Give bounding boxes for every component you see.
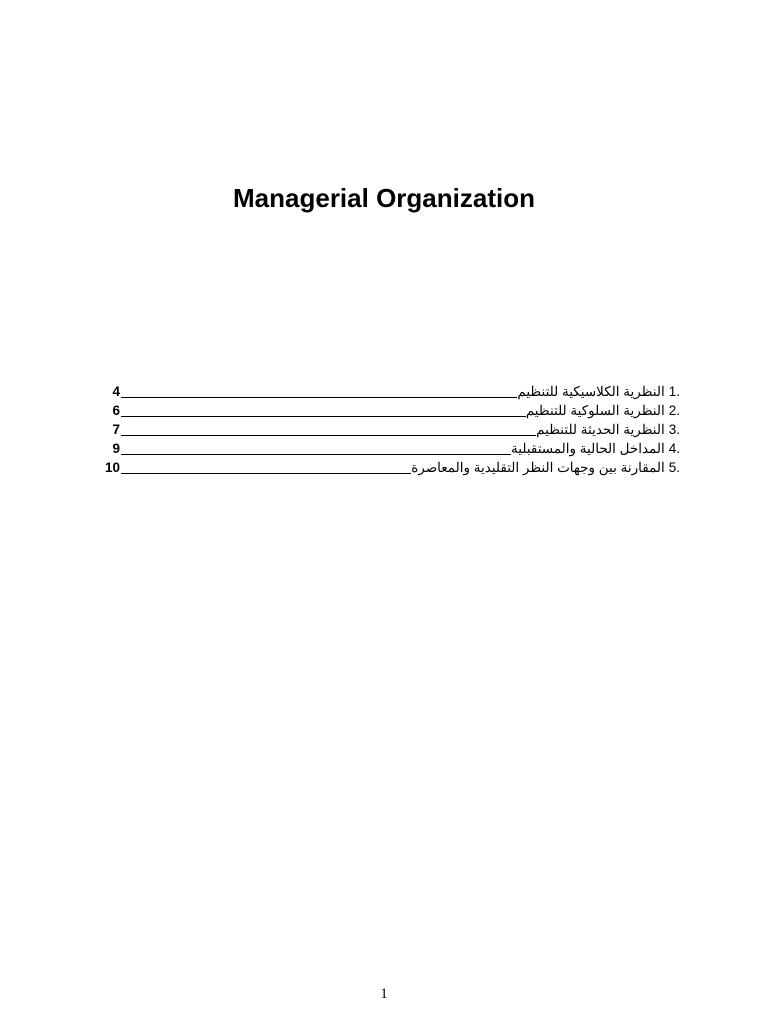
toc-entry-title: المقارنة بين وجهات النظر التقليدية والمعاصرة bbox=[411, 460, 665, 475]
toc-entry bbox=[104, 401, 680, 420]
toc-entry-title: النظرية الحديثة للتنظيم bbox=[536, 422, 665, 437]
toc-leader-line bbox=[121, 435, 536, 436]
toc-entry-page: 4 bbox=[112, 384, 120, 399]
toc-leader-line bbox=[121, 416, 526, 417]
toc-entry-number: 2. bbox=[668, 403, 680, 418]
toc-entry-page: 9 bbox=[112, 441, 120, 456]
toc-entry-number: 4. bbox=[668, 441, 680, 456]
toc-entry bbox=[104, 439, 680, 458]
toc-leader-line bbox=[121, 454, 511, 455]
toc-entry-title: المداخل الحالية والمستقبلية bbox=[511, 441, 665, 456]
toc-leader-line bbox=[121, 473, 411, 474]
toc-leader-line bbox=[121, 397, 517, 398]
page-number: 1 bbox=[380, 986, 388, 1002]
page-title: Managerial Organization bbox=[233, 183, 535, 213]
toc-entry-page: 10 bbox=[104, 460, 120, 475]
toc-entry-page: 7 bbox=[112, 422, 120, 437]
toc-entry-page: 6 bbox=[112, 403, 120, 418]
toc-entry-number: 3. bbox=[668, 422, 680, 437]
toc-entry bbox=[104, 382, 680, 401]
toc-entry bbox=[104, 458, 680, 477]
toc-entry-title: النظرية السلوكية للتنظيم bbox=[525, 403, 665, 418]
toc-entry-number: 5. bbox=[668, 460, 680, 475]
toc-entry bbox=[104, 420, 680, 439]
toc-entry-number: 1. bbox=[668, 384, 680, 399]
toc-entry-title: النظرية الكلاسيكية للتنظيم bbox=[517, 384, 665, 399]
table-of-contents bbox=[104, 382, 680, 477]
